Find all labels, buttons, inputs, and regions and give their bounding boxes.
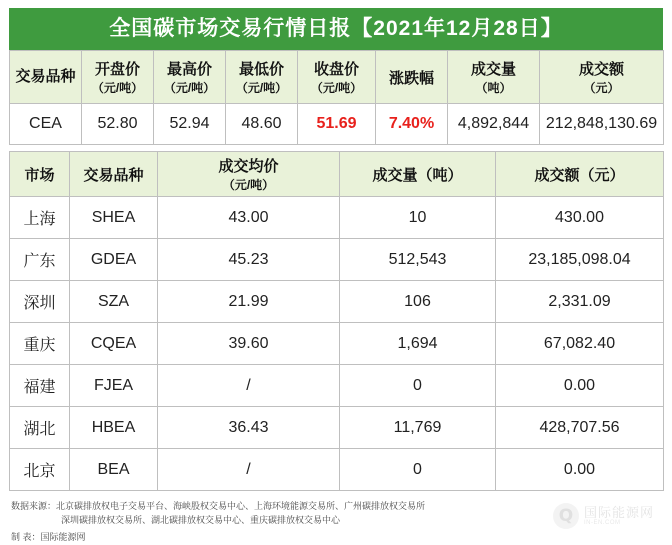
cell-turnover: 430.00 bbox=[496, 197, 664, 239]
header-market-turnover-label: 成交额（元） bbox=[534, 166, 625, 184]
cell-avg-price: 21.99 bbox=[158, 281, 340, 323]
watermark-en: IN-EN.COM bbox=[583, 519, 621, 526]
cell-market: 湖北 bbox=[10, 407, 70, 449]
cell-market: 广东 bbox=[10, 239, 70, 281]
header-low-label: 最低价 bbox=[238, 61, 284, 79]
cell-variety: CQEA bbox=[70, 323, 158, 365]
cell-variety: SZA bbox=[70, 281, 158, 323]
cell-avg-price: 36.43 bbox=[158, 407, 340, 449]
header-close-unit: （元/吨） bbox=[310, 81, 363, 96]
cell-open: 52.80 bbox=[82, 104, 154, 145]
cell-turnover: 0.00 bbox=[496, 365, 664, 407]
cell-market: 重庆 bbox=[10, 323, 70, 365]
header-open-unit: （元/吨） bbox=[91, 81, 144, 96]
cell-market: 北京 bbox=[10, 449, 70, 491]
cell-avg-price: 43.00 bbox=[158, 197, 340, 239]
header-variety bbox=[10, 51, 82, 104]
header-open bbox=[82, 51, 154, 104]
cell-turnover: 212,848,130.69 bbox=[540, 104, 664, 145]
header-high-unit: （元/吨） bbox=[163, 81, 216, 96]
cell-variety: CEA bbox=[10, 104, 82, 145]
table-row bbox=[10, 281, 664, 323]
cell-variety: GDEA bbox=[70, 239, 158, 281]
cell-turnover: 23,185,098.04 bbox=[496, 239, 664, 281]
watermark-cn: 国际能源网 bbox=[583, 505, 654, 521]
cell-volume: 1,694 bbox=[340, 323, 496, 365]
header-close bbox=[298, 51, 376, 104]
cell-high: 52.94 bbox=[154, 104, 226, 145]
cell-market: 深圳 bbox=[10, 281, 70, 323]
cell-volume: 4,892,844 bbox=[448, 104, 540, 145]
footer-editor-value: 国际能源网 bbox=[40, 531, 86, 542]
header-low bbox=[226, 51, 298, 104]
header-close-label: 收盘价 bbox=[313, 61, 359, 79]
footer-editor bbox=[11, 531, 663, 545]
cell-volume: 106 bbox=[340, 281, 496, 323]
header-turnover bbox=[540, 51, 664, 104]
footer-editor-label: 制 表： bbox=[11, 531, 41, 542]
table-row bbox=[10, 449, 664, 491]
header-market-turnover bbox=[496, 152, 664, 197]
header-avg-price-label: 成交均价 bbox=[218, 158, 279, 176]
table-row bbox=[10, 407, 664, 449]
footer-note bbox=[9, 500, 663, 545]
header-market-volume bbox=[340, 152, 496, 197]
cell-turnover: 2,331.09 bbox=[496, 281, 664, 323]
cell-avg-price: / bbox=[158, 365, 340, 407]
header-volume bbox=[448, 51, 540, 104]
header-market bbox=[10, 152, 70, 197]
cell-market: 上海 bbox=[10, 197, 70, 239]
cell-close: 51.69 bbox=[298, 104, 376, 145]
cell-low: 48.60 bbox=[226, 104, 298, 145]
cell-volume: 11,769 bbox=[340, 407, 496, 449]
header-turnover-label: 成交额 bbox=[578, 61, 624, 79]
page-title: 全国碳市场交易行情日报【2021年12月28日】 bbox=[9, 8, 663, 50]
national-market-table bbox=[9, 50, 664, 145]
cell-volume: 0 bbox=[340, 449, 496, 491]
regional-header-row bbox=[10, 152, 664, 197]
header-market-volume-label: 成交量（吨） bbox=[372, 166, 463, 184]
header-change bbox=[376, 51, 448, 104]
cell-variety: BEA bbox=[70, 449, 158, 491]
header-high bbox=[154, 51, 226, 104]
cell-variety: SHEA bbox=[70, 197, 158, 239]
header-avg-price bbox=[158, 152, 340, 197]
header-low-unit: （元/吨） bbox=[235, 81, 288, 96]
cell-volume: 0 bbox=[340, 365, 496, 407]
table-row bbox=[10, 323, 664, 365]
cell-turnover: 67,082.40 bbox=[496, 323, 664, 365]
header-high-label: 最高价 bbox=[166, 61, 212, 79]
header-volume-unit: （吨） bbox=[475, 81, 512, 96]
table-row bbox=[10, 365, 664, 407]
cell-volume: 10 bbox=[340, 197, 496, 239]
cell-volume: 512,543 bbox=[340, 239, 496, 281]
header-variety-line1: 交易品种 bbox=[15, 67, 76, 85]
regional-market-table bbox=[9, 151, 664, 491]
header-volume-label: 成交量 bbox=[470, 61, 516, 79]
footer-source-line1: 数据来源：北京碳排放权电子交易平台、海峡股权交易中心、上海环境能源交易所、广州碳排放权交易所 bbox=[11, 501, 426, 512]
cell-variety: FJEA bbox=[70, 365, 158, 407]
cell-change: 7.40% bbox=[376, 104, 448, 145]
footer-source-line2: 深圳碳排放权交易所、湖北碳排放权交易中心、重庆碳排放权交易中心 bbox=[61, 515, 341, 526]
cell-avg-price: 45.23 bbox=[158, 239, 340, 281]
header-change-label: 涨跌幅 bbox=[388, 69, 434, 87]
cell-market: 福建 bbox=[10, 365, 70, 407]
watermark-logo-icon: Q bbox=[553, 503, 579, 529]
cell-turnover: 428,707.56 bbox=[496, 407, 664, 449]
header-open-label: 开盘价 bbox=[94, 61, 140, 79]
header-market-variety-label: 交易品种 bbox=[83, 166, 144, 184]
cell-variety: HBEA bbox=[70, 407, 158, 449]
cell-avg-price: 39.60 bbox=[158, 323, 340, 365]
national-header-row bbox=[10, 51, 664, 104]
header-market-label: 市场 bbox=[24, 166, 55, 184]
header-market-variety bbox=[70, 152, 158, 197]
table-row bbox=[10, 239, 664, 281]
table-row bbox=[10, 197, 664, 239]
cell-avg-price: / bbox=[158, 449, 340, 491]
header-avg-price-unit: （元/吨） bbox=[222, 178, 275, 193]
table-row bbox=[10, 104, 664, 145]
header-turnover-unit: （元） bbox=[583, 81, 620, 96]
cell-turnover: 0.00 bbox=[496, 449, 664, 491]
